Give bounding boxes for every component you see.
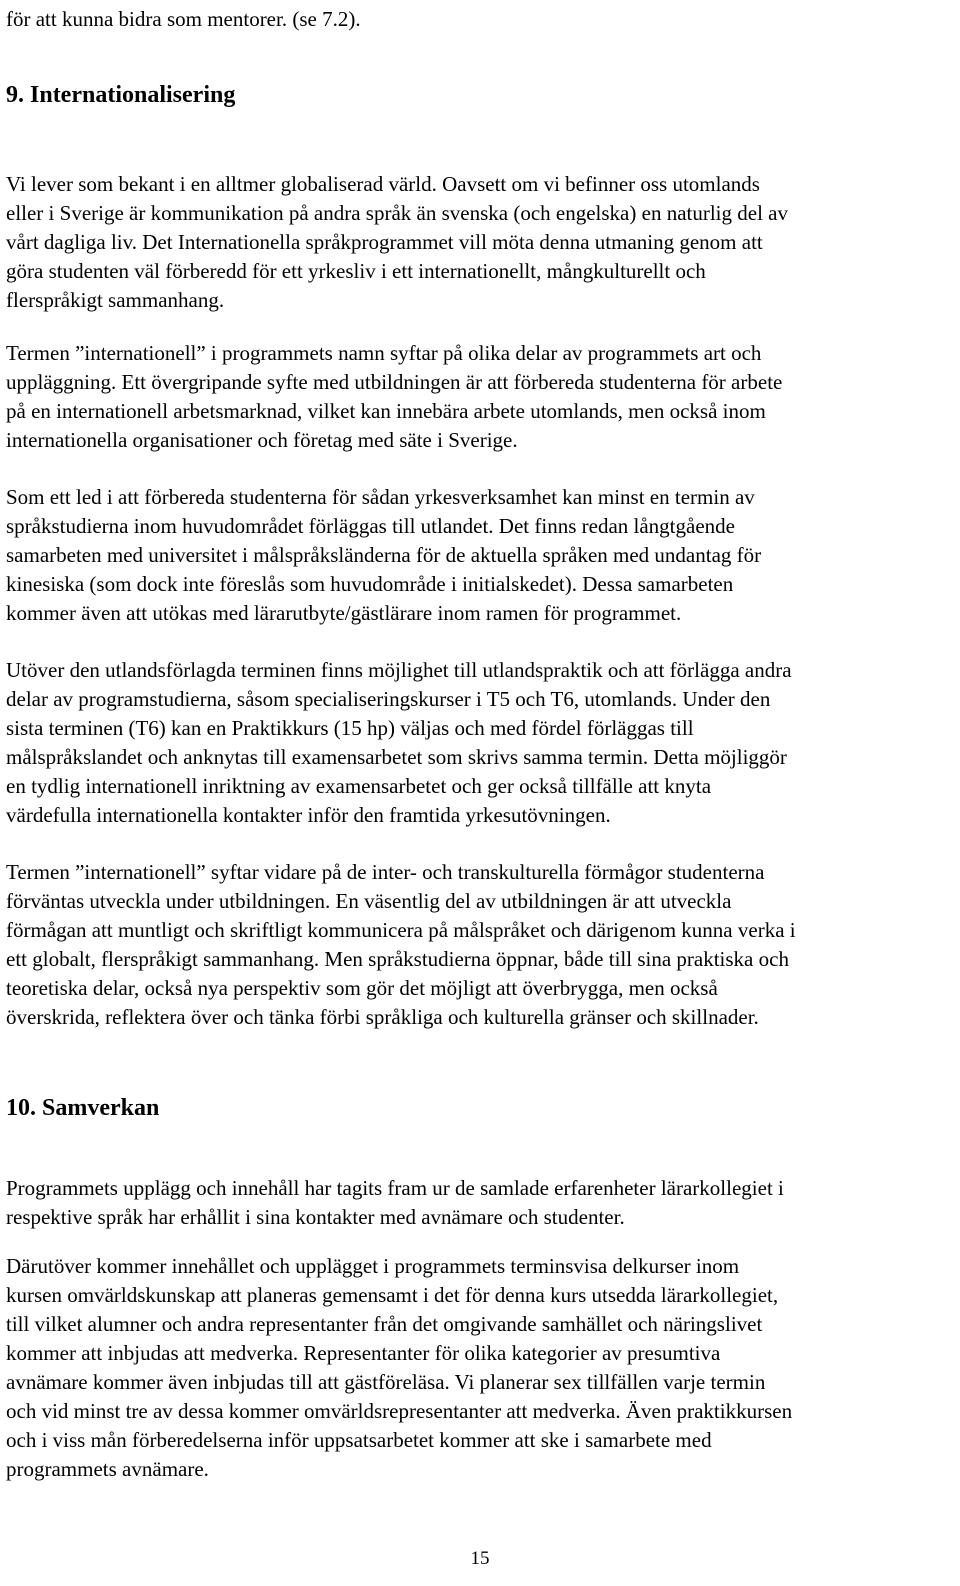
text-line: kursen omvärldskunskap att planeras gemensamt i det för denna kurs utsedda lärarkollegiet,: [6, 1283, 779, 1307]
text-line: kommer att inbjudas att medverka. Representanter för olika kategorier av presumtiva: [6, 1341, 721, 1365]
text-line: ett globalt, flerspråkigt sammanhang. Men språkstudierna öppnar, både till sina praktiska och: [6, 947, 789, 971]
text-line: teoretiska delar, också nya perspektiv som gör det möjligt att överbrygga, men också: [6, 976, 718, 1000]
text-line: Vi lever som bekant i en alltmer globaliserad värld. Oavsett om vi befinner oss utomlands: [6, 172, 760, 196]
text-line: målspråkslandet och anknytas till examensarbetet som skrivs samma termin. Detta möjliggör: [6, 745, 787, 769]
text-line: respektive språk har erhållit i sina kontakter med avnämare och studenter.: [6, 1205, 625, 1229]
text-line: en tydlig internationell inriktning av examensarbetet och ger också tillfälle att knyta: [6, 774, 712, 798]
text-line: delar av programstudierna, såsom specialiseringskurser i T5 och T6, utomlands. Under den: [6, 687, 771, 711]
text-line: samarbeten med universitet i målspråksländerna för de aktuella språken med undantag för: [6, 543, 762, 567]
text-line: förmågan att muntligt och skriftligt kommunicera på målspråket och därigenom kunna verka i: [6, 918, 796, 942]
text-line: Som ett led i att förbereda studenterna för sådan yrkesverksamhet kan minst en termin av: [6, 485, 755, 509]
text-line: Termen ”internationell” i programmets namn syftar på olika delar av programmets art och: [6, 341, 762, 365]
text-line: Programmets upplägg och innehåll har tagits fram ur de samlade erfarenheter lärarkollegiet i: [6, 1176, 784, 1200]
text-line: till vilket alumner och andra representanter från det omgivande samhället och näringslivet: [6, 1312, 763, 1336]
text-line: vårt dagliga liv. Det Internationella språkprogrammet vill möta denna utmaning genom att: [6, 230, 763, 254]
text-line: överskrida, reflektera över och tänka förbi språkliga och kulturella gränser och skillnader.: [6, 1005, 759, 1029]
text-line: programmets avnämare.: [6, 1457, 209, 1481]
text-line: och i viss mån förberedelserna inför uppsatsarbetet kommer att ske i samarbete med: [6, 1428, 712, 1452]
text-line: Därutöver kommer innehållet och upplägget i programmets terminsvisa delkurser inom: [6, 1254, 740, 1278]
text-line: kinesiska (som dock inte föreslås som huvudområde i initialskedet). Dessa samarbeten: [6, 572, 734, 596]
text-line: Utöver den utlandsförlagda terminen finns möjlighet till utlandspraktik och att förlägga andra: [6, 658, 792, 682]
text-line: språkstudierna inom huvudområdet förläggas till utlandet. Det finns redan långtgående: [6, 514, 735, 538]
intro-line: för att kunna bidra som mentorer. (se 7.2).: [6, 7, 361, 31]
page-number: 15: [470, 1548, 490, 1569]
section-9-heading: 9. Internationalisering: [6, 82, 236, 108]
text-line: uppläggning. Ett övergripande syfte med utbildningen är att förbereda studenterna för arbete: [6, 370, 783, 394]
text-line: på en internationell arbetsmarknad, vilket kan innebära arbete utomlands, men också inom: [6, 399, 766, 423]
section-10-heading: 10. Samverkan: [6, 1095, 160, 1121]
text-line: värdefulla internationella kontakter inför den framtida yrkesutövningen.: [6, 803, 611, 827]
text-line: sista terminen (T6) kan en Praktikkurs (15 hp) väljas och med fördel förläggas till: [6, 716, 694, 740]
text-line: eller i Sverige är kommunikation på andra språk än svenska (och engelska) en naturlig del av: [6, 201, 788, 225]
text-line: förväntas utveckla under utbildningen. En väsentlig del av utbildningen är att utveckla: [6, 889, 732, 913]
text-line: Termen ”internationell” syftar vidare på de inter- och transkulturella förmågor studenterna: [6, 860, 765, 884]
text-line: flerspråkigt sammanhang.: [6, 288, 225, 312]
text-line: och vid minst tre av dessa kommer omvärldsrepresentanter att medverka. Även praktikkursen: [6, 1399, 793, 1423]
text-line: göra studenten väl förberedd för ett yrkesliv i ett internationellt, mångkulturellt och: [6, 259, 706, 283]
text-line: internationella organisationer och företag med säte i Sverige.: [6, 428, 518, 452]
text-line: kommer även att utökas med lärarutbyte/gästlärare inom ramen för programmet.: [6, 601, 682, 625]
text-line: avnämare kommer även inbjudas till att gästföreläsa. Vi planerar sex tillfällen varje termin: [6, 1370, 766, 1394]
